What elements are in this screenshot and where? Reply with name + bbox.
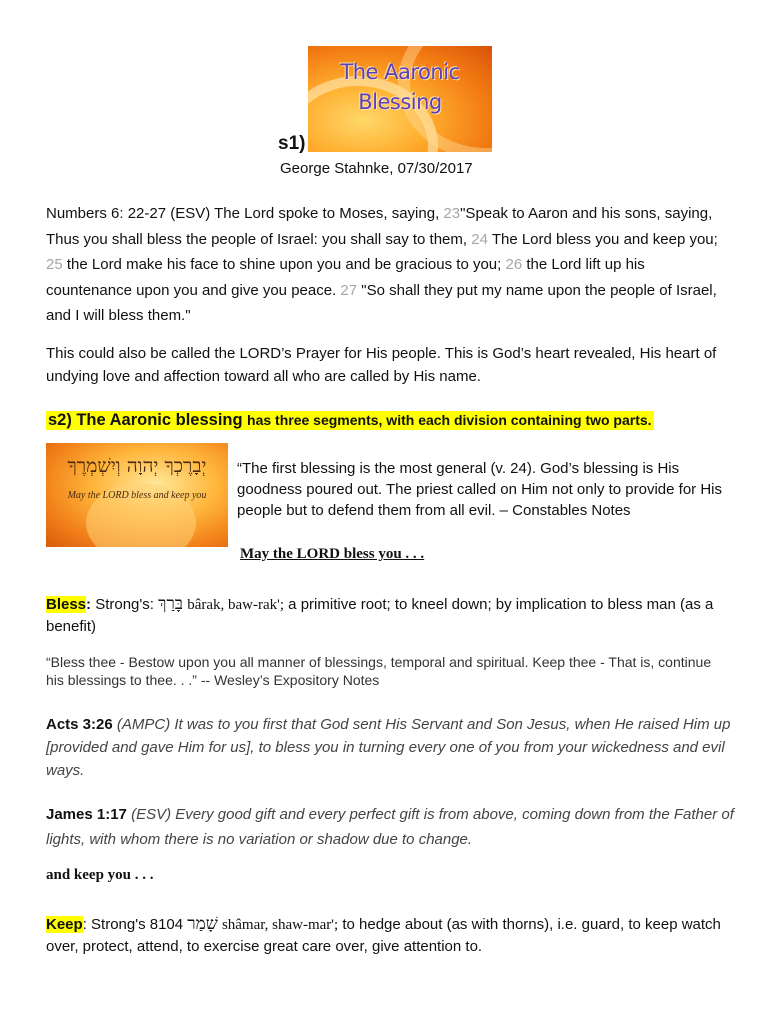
verse-text: Every good gift and every perfect gift is from above, coming down from the Father of lights, with whom there is no variation or shadow due to change. [46,806,734,848]
definition-text: to hedge about (as with thorns), i.e. guard, to keep watch over, protect, attend, to exercise great care over, give attention to. [46,916,721,955]
banner-title-line2: Blessing [358,90,442,114]
blessing-image [46,443,228,547]
verse-number: 25 [46,256,63,273]
hebrew-blessing-text: יְבָרֶכְךָ יְהוָה וְיִשְׁמְרֶךָ [67,455,207,477]
verse-text: "So shall they put my name upon the people of Israel, and I will bless them." [46,281,717,324]
verse-text: "Speak to Aaron and his sons, saying, Thus you shall bless the people of Israel: you shall say to them, [46,205,713,248]
slide-label-s1: s1) [278,133,306,154]
banner-title-line1: The Aaronic [340,60,460,84]
section-label: s2) [48,411,72,429]
verse-reference: James 1:17 [46,806,127,823]
section-s2-heading [46,411,654,430]
definition-text: a primitive root; to kneel down; by implication to bless man (as a benefit) [46,596,714,635]
intro-paragraph: This could also be called the LORD’s Prayer for His people. This is God’s heart revealed, His heart of undying love and affection toward all who are called by His name. [46,345,717,385]
scripture-paragraph [46,201,726,329]
section-title: The Aaronic blessing [76,411,243,429]
version-label: (ESV) [131,806,172,823]
english-blessing-caption: May the LORD bless and keep you [67,490,207,501]
version-label: (AMPC) [116,716,171,733]
transliteration: shâmar, shaw-mar'; [221,917,339,933]
keep-term: Keep [46,916,83,933]
verse-text: The Lord bless you and keep you; [491,230,718,248]
title-banner-image [308,46,492,152]
author-byline: George Stahnke, 07/30/2017 [280,160,473,177]
bless-definition [46,593,736,638]
transliteration: bârak, baw-rak'; [187,597,285,613]
verse-number: 24 [471,230,488,248]
and-keep-you-heading: and keep you . . . [46,867,154,883]
hebrew-word: בָּרַךְ [158,594,184,613]
keep-definition [46,913,736,958]
verse-reference: Acts 3:26 [46,716,113,733]
scripture-reference: Numbers 6: 22-27 (ESV) The Lord spoke to Moses, saying, [46,205,440,222]
verse-text: the Lord make his face to shine upon you and be gracious to you; [66,256,502,273]
verse-number: 26 [505,256,523,273]
strongs-label: : Strong's 8104 [82,916,184,933]
section-subtitle: has three segments, with each division containing two parts. [247,412,652,428]
verse-text: the Lord lift up his countenance upon you and give you peace. [46,256,645,299]
verse-text: It was to you first that God sent His Servant and Son Jesus, when He raised Him up [provided and gave Him for us], to bless you in turning every one of you from your wickedness and evil ways. [46,716,731,779]
colon: : [86,596,92,613]
verse-number: 23 [443,205,461,222]
constables-quote: “The first blessing is the most general (v. 24). God’s blessing is His goodness poured out. The priest called on Him not only to provide for His people but to defend them from all evil. – Constables Notes [237,460,722,519]
james-verse [46,802,736,852]
strongs-label: Strong's: [91,596,154,613]
wesley-quote: “Bless thee - Bestow upon you all manner of blessings, temporal and spiritual. Keep thee - That is, continue his blessings to thee. . .” -- Wesley’s Expository Notes [46,654,712,688]
verse-number: 27 [340,281,358,299]
acts-verse [46,713,736,782]
hebrew-word: שָׁמַר [187,914,218,933]
bless-term: Bless [46,596,87,613]
may-the-lord-heading: May the LORD bless you . . . [240,546,425,562]
